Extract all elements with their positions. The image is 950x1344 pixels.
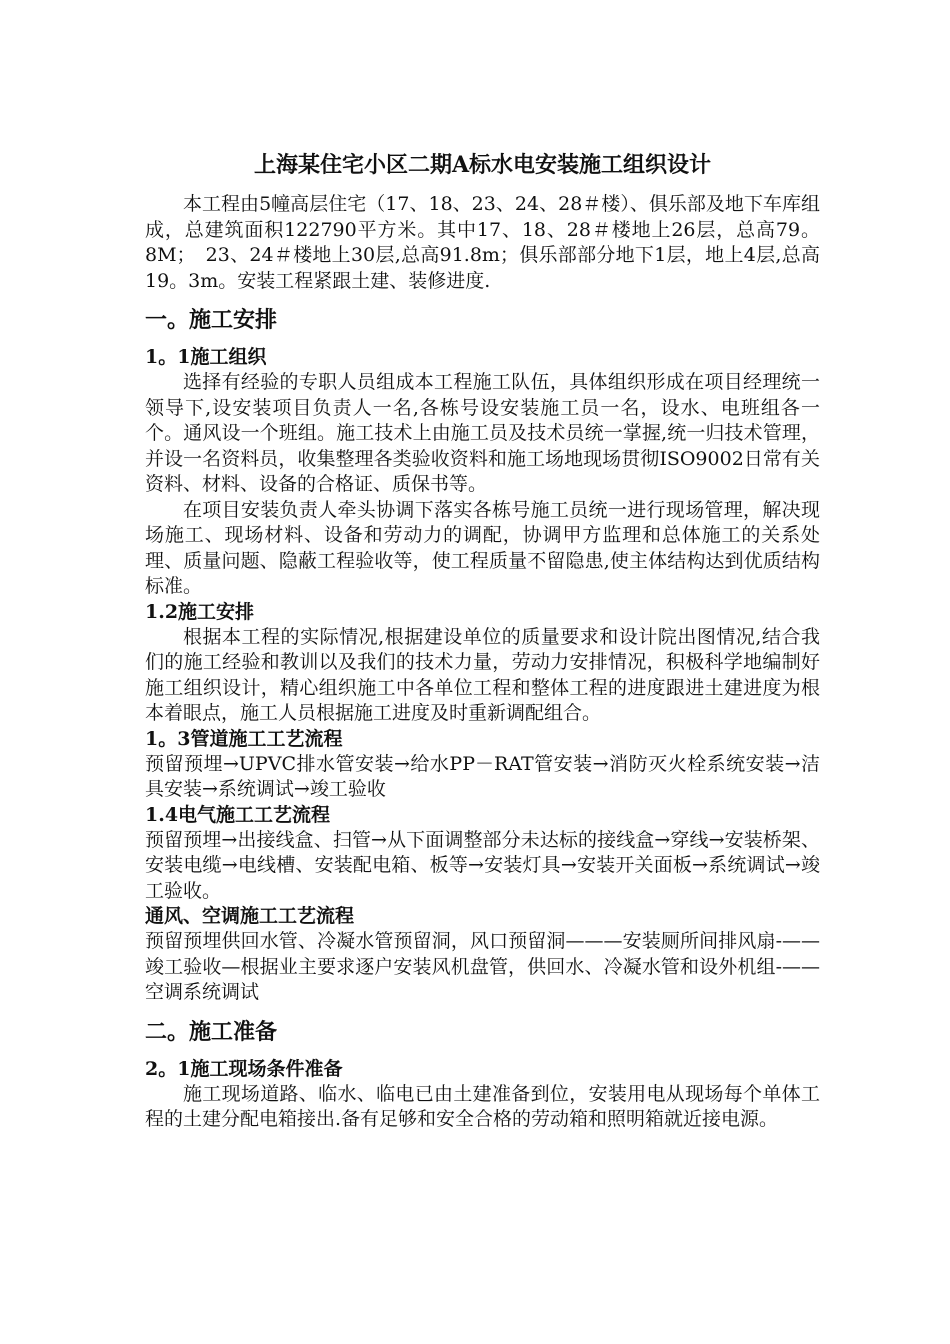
section-1-2-heading: 1.2施工安排 xyxy=(145,600,255,623)
document-body xyxy=(145,150,820,1133)
document-title: 上海某住宅小区二期A标水电安装施工组织设计 xyxy=(253,152,712,178)
section-1-4-heading: 1.4电气施工工艺流程 xyxy=(145,803,331,826)
section-2-1-paragraph: 施工现场道路、临水、临电已由土建准备到位，安装用电从现场每个单体工程的土建分配电箱接出.备有足够和安全合格的劳动箱和照明箱就近接电源。 xyxy=(145,1082,820,1130)
intro-paragraph: 本工程由5幢高层住宅（17、18、23、24、28＃楼）、俱乐部及地下车库组成，总建筑面积122790平方米。其中17、18、28＃楼地上26层，总高79。8M； 23、24＃楼地上30层,总高91.8m；俱乐部部分地下1层，地上4层,总高19。3m。安装工程紧跟土建、装修进度. xyxy=(145,193,820,292)
section-1-3-paragraph: 预留预埋→UPVC排水管安装→给水PP－RAT管安装→消防灭火栓系统安装→洁具安装→系统调试→竣工验收 xyxy=(145,752,820,800)
section-1-2-paragraph: 根据本工程的实际情况,根据建设单位的质量要求和设计院出图情况,结合我们的施工经验和教训以及我们的技术力量，劳动力安排情况，积极科学地编制好施工组织设计，精心组织施工中各单位工程和整体工程的进度跟进土建进度为根本着眼点，施工人员根据施工进度及时重新调配组合。 xyxy=(145,625,820,724)
section-1-1-paragraph-1: 选择有经验的专职人员组成本工程施工队伍，具体组织形成在项目经理统一领导下,设安装项目负责人一名,各栋号设安装施工员一名，设水、电班组各一个。通风设一个班组。施工技术上由施工员及技术员统一掌握,统一归技术管理，并设一名资料员，收集整理各类验收资料和施工场地现场贯彻ISO9002日常有关资料、材料、设备的合格证、质保书等。 xyxy=(145,371,820,495)
section-1-4-paragraph: 预留预埋→出接线盒、扫管→从下面调整部分未达标的接线盒→穿线→安装桥架、安装电缆→电线槽、安装配电箱、板等→安装灯具→安装开关面板→系统调试→竣工验收。 xyxy=(145,828,820,902)
section-2-1-heading: 2。1施工现场条件准备 xyxy=(145,1057,343,1080)
section-1-5-heading: 通风、空调施工工艺流程 xyxy=(145,905,355,927)
section-1-1-heading: 1。1施工组织 xyxy=(145,346,267,368)
section-1-1-paragraph-2: 在项目安装负责人牵头协调下落实各栋号施工员统一进行现场管理，解决现场施工、现场材料、设备和劳动力的调配，协调甲方监理和总体施工的关系处理、质量问题、隐蔽工程验收等，使工程质量不留隐患,使主体结构达到优质结构标准。 xyxy=(145,498,820,597)
section-1-3-heading: 1。3管道施工工艺流程 xyxy=(145,727,343,750)
section-2-heading: 二。施工准备 xyxy=(145,1018,278,1045)
section-1-5-paragraph: 预留预埋供回水管、冷凝水管预留洞，风口预留洞———安装厕所间排风扇-——竣工验收—根据业主要求逐户安装风机盘管，供回水、冷凝水管和设外机组-——空调系统调试 xyxy=(145,930,820,1003)
section-1-heading: 一。施工安排 xyxy=(145,307,278,333)
